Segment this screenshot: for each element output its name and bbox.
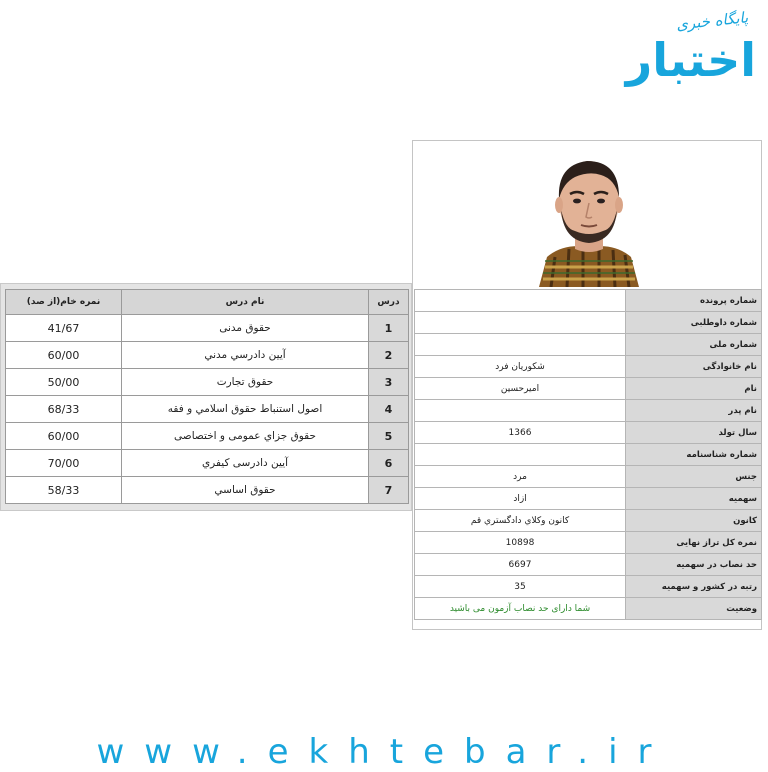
scores-header-row (6, 290, 409, 315)
row-grade: 70/00 (6, 450, 122, 477)
info-value (415, 400, 626, 422)
status-value: شما دارای حد نصاب آزمون می باشید (415, 598, 626, 620)
candidate-info-table (414, 289, 762, 620)
info-label: رتبه در کشور و سهمیه (626, 576, 762, 598)
info-value: 10898 (415, 532, 626, 554)
info-label: نام خانوادگی (626, 356, 762, 378)
info-label: كانون (626, 510, 762, 532)
row-grade: 60/00 (6, 423, 122, 450)
row-course: حقوق تجارت (122, 369, 369, 396)
info-label: شماره شناسنامه (626, 444, 762, 466)
info-label: حد نصاب در سهمیه (626, 554, 762, 576)
header-grade: نمره خام(از صد) (6, 290, 122, 315)
info-row (415, 290, 762, 312)
info-row (415, 422, 762, 444)
info-label: سهمیه (626, 488, 762, 510)
header-course: نام درس (122, 290, 369, 315)
table-row (6, 450, 409, 477)
scores-panel (0, 283, 412, 511)
row-index: 1 (369, 315, 409, 342)
table-row (6, 315, 409, 342)
info-label: نام (626, 378, 762, 400)
info-label: نمره کل تراز نهایی (626, 532, 762, 554)
row-course: اصول استنباط حقوق اسلامي و فقه (122, 396, 369, 423)
row-index: 6 (369, 450, 409, 477)
row-index: 5 (369, 423, 409, 450)
info-value: مرد (415, 466, 626, 488)
info-label: نام پدر (626, 400, 762, 422)
info-row (415, 488, 762, 510)
info-row (415, 400, 762, 422)
site-logo (608, 8, 758, 100)
photo-area (413, 141, 761, 289)
info-value: شکوریان فرد (415, 356, 626, 378)
row-course: حقوق مدنی (122, 315, 369, 342)
info-value (415, 312, 626, 334)
candidate-card (412, 140, 762, 630)
info-value: ازاد (415, 488, 626, 510)
table-row (6, 423, 409, 450)
header-index: درس (369, 290, 409, 315)
logo-title: اختبار (625, 33, 756, 87)
table-row (6, 342, 409, 369)
row-index: 3 (369, 369, 409, 396)
table-row (6, 477, 409, 504)
info-label: شماره داوطلبی (626, 312, 762, 334)
info-row (415, 466, 762, 488)
info-value: 6697 (415, 554, 626, 576)
row-grade: 41/67 (6, 315, 122, 342)
row-course: حقوق اساسي (122, 477, 369, 504)
info-row (415, 576, 762, 598)
info-value: امیرحسین (415, 378, 626, 400)
info-value: 1366 (415, 422, 626, 444)
info-value: كانون وكلاي دادگستري قم (415, 510, 626, 532)
row-index: 7 (369, 477, 409, 504)
info-row (415, 598, 762, 620)
info-label: شماره ملی (626, 334, 762, 356)
row-course: آيين دادرسی كيفري (122, 450, 369, 477)
footer-url: www.ekhtebar.ir (96, 732, 672, 772)
info-label: سال تولد (626, 422, 762, 444)
row-grade: 58/33 (6, 477, 122, 504)
info-row (415, 532, 762, 554)
info-row (415, 444, 762, 466)
logo-subtitle: پایگاه خبری (675, 8, 749, 34)
row-grade: 50/00 (6, 369, 122, 396)
info-row (415, 312, 762, 334)
info-row (415, 378, 762, 400)
info-row (415, 356, 762, 378)
info-row (415, 510, 762, 532)
info-label: جنس (626, 466, 762, 488)
info-value: 35 (415, 576, 626, 598)
info-value (415, 334, 626, 356)
info-value (415, 290, 626, 312)
table-row (6, 396, 409, 423)
info-label: وضعیت (626, 598, 762, 620)
row-index: 4 (369, 396, 409, 423)
row-course: آيين دادرسي مدني (122, 342, 369, 369)
row-grade: 68/33 (6, 396, 122, 423)
row-grade: 60/00 (6, 342, 122, 369)
info-label: شماره پرونده (626, 290, 762, 312)
candidate-photo (533, 145, 645, 287)
scores-table (5, 289, 409, 504)
info-row (415, 334, 762, 356)
info-row (415, 554, 762, 576)
row-index: 2 (369, 342, 409, 369)
row-course: حقوق جزاي عمومی و اختصاصی (122, 423, 369, 450)
table-row (6, 369, 409, 396)
info-value (415, 444, 626, 466)
